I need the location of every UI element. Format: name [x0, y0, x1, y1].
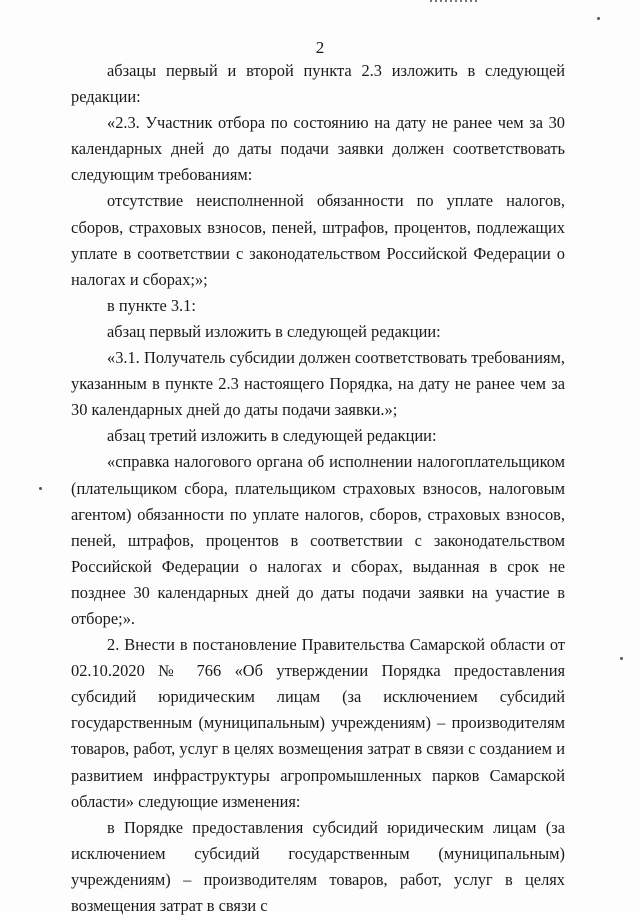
paragraph-no-tax-debt: отсутствие неисполненной обязанности по уплате налогов, сборов, страховых взносов, пеней, штрафов, процентов, подлежащих уплате в соответствии с законодательством Российской Федерации о налогах и сборах;»;: [71, 191, 565, 289]
paragraph-tax-certificate: «справка налогового органа об исполнении налогоплательщиком (плательщиком сбора, плательщиком страховых взносов, налоговым агентом) обязанности по уплате налогов, сборов, страховых взносов, пеней, штрафов, процентов в соответствии с законодательством Российской Федерации о налогах и сборах, выданная в срок не позднее 30 календарных дней до даты подачи заявки на участие в отборе;».: [71, 452, 565, 628]
scan-speck: [620, 657, 623, 660]
scan-speck: [597, 17, 600, 20]
paragraph-in-clause-3-1: в пункте 3.1:: [107, 295, 196, 315]
paragraph-3-1-text: «3.1. Получатель субсидии должен соответствовать требованиям, указанным в пункте 2.3 настоящего Порядка, на дату не ранее чем за 30 календарных дней до даты подачи заявки.»;: [71, 348, 565, 420]
paragraph-first-abzac-intro: абзац первый изложить в следующей редакции:: [107, 321, 441, 341]
scan-speck: [39, 487, 42, 490]
document-body: [71, 58, 565, 919]
paragraph-amend-2-3-intro: абзацы первый и второй пункта 2.3 изложить в следующей редакции:: [71, 61, 565, 107]
paragraph-subsidy-procedure: в Порядке предоставления субсидий юридическим лицам (за исключением субсидий государственным (муниципальным) учреждениям) – производителям товаров, работ, услуг в целях возмещения затрат в связи с: [71, 817, 565, 915]
paragraph-2-3-text: «2.3. Участник отбора по состоянию на дату не ранее чем за 30 календарных дней до даты подачи заявки должен соответствовать следующим требованиям:: [71, 113, 565, 185]
paragraph-item-2-amend-decree: 2. Внести в постановление Правительства Самарской области от 02.10.2020 № 766 «Об утверждении Порядка предоставления субсидий юридическим лицам (за исключением субсидий государственным (муниципальным) учреждениям) – производителям товаров, работ, услуг в целях возмещения затрат в связи с созданием и развитием инфраструктуры агропромышленных парков Самарской области» следующие изменения:: [71, 635, 565, 811]
paragraph-third-abzac-intro: абзац третий изложить в следующей редакции:: [107, 426, 437, 446]
scan-artifact: [430, 0, 480, 2]
page-number: 2: [315, 38, 325, 57]
